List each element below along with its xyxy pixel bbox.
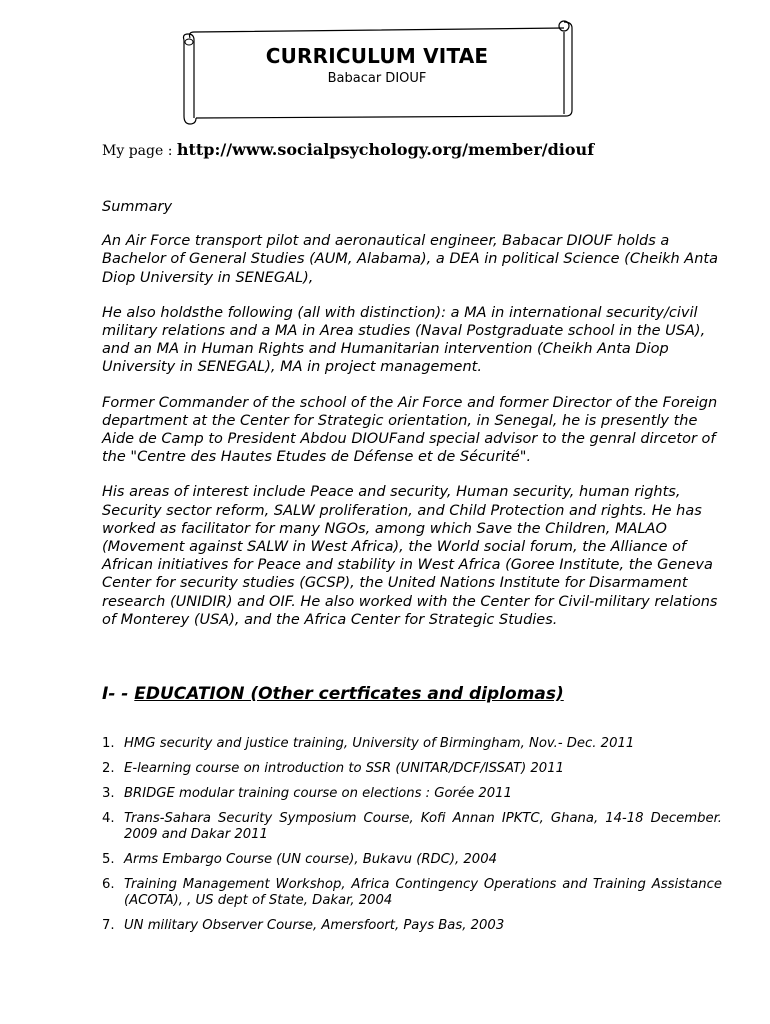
my-page-url: http://www.socialpsychology.org/member/diouf	[176, 140, 595, 159]
list-item-text: E-learning course on introduction to SSR (UNITAR/DCF/ISSAT) 2011	[124, 761, 564, 776]
education-heading-prefix: I- -	[102, 684, 135, 704]
cv-title: CURRICULUM VITAE	[265, 44, 489, 68]
list-item-number: 5.	[102, 852, 115, 867]
list-item-text: Training Management Workshop, Africa Contingency Operations and Training Assistance (ACOTA), , US dept of State, Dakar, 2004	[124, 877, 722, 908]
list-item-text: Trans-Sahara Security Symposium Course, Kofi Annan IPKTC, Ghana, 14-18 December. 2009 and Dakar 2011	[124, 811, 722, 842]
list-item	[102, 918, 722, 934]
list-item-number: 7.	[102, 918, 115, 933]
list-item-number: 4.	[102, 811, 115, 826]
list-item-number: 2.	[102, 761, 115, 776]
list-item-number: 6.	[102, 877, 115, 892]
list-item	[102, 761, 722, 777]
list-item-number: 3.	[102, 786, 115, 801]
summary-paragraph-2: He also holdsthe following (all with distinction): a MA in international security/civil military relations and a MA in Area studies (Naval Postgraduate school in the USA), and an MA in Human Rights and Humanitarian intervention (Cheikh Anta Diop University in SENEGAL), MA in project management.	[102, 304, 706, 376]
cv-person-name: Babacar DIOUF	[327, 71, 427, 86]
list-item-number: 1.	[102, 736, 115, 751]
education-heading	[102, 684, 564, 704]
my-page-line	[102, 140, 594, 159]
list-item	[102, 852, 722, 868]
list-item-text: HMG security and justice training, University of Birmingham, Nov.- Dec. 2011	[124, 736, 635, 751]
summary-paragraph-3: Former Commander of the school of the Air Force and former Director of the Foreign department at the Center for Strategic orientation, in Senegal, he is presently the Aide de Camp to President Abdou DIOUFand special advisor to the genral dircetor of the "Centre des Hautes Etudes de Défense et de Sécurité".	[102, 394, 718, 466]
list-item	[102, 786, 722, 802]
list-item	[102, 877, 722, 909]
summary-section	[102, 198, 722, 646]
list-item	[102, 811, 722, 843]
list-item-text: UN military Observer Course, Amersfoort, Pays Bas, 2003	[124, 918, 505, 933]
title-scroll-banner	[178, 18, 576, 130]
education-heading-title: EDUCATION (Other certficates and diplomas)	[134, 684, 564, 704]
list-item	[102, 736, 722, 752]
list-item-text: BRIDGE modular training course on elections : Gorée 2011	[124, 786, 512, 801]
list-item-text: Arms Embargo Course (UN course), Bukavu (RDC), 2004	[124, 852, 497, 867]
summary-paragraph-1: An Air Force transport pilot and aeronautical engineer, Babacar DIOUF holds a Bachelor of General Studies (AUM, Alabama), a DEA in political Science (Cheikh Anta Diop University in SENEGAL),	[102, 233, 718, 286]
my-page-label: My page :	[102, 143, 177, 159]
summary-paragraph-4: His areas of interest include Peace and security, Human security, human rights, Security sector reform, SALW proliferation, and Child Protection and rights. He has worked as facilitator for many NGOs, among which Save the Children, MALAO (Movement against SALW in West Africa), the World social forum, the Alliance of African initiatives for Peace and stability in West Africa (Goree Institute, the Geneva Center for security studies (GCSP), the United Nations Institute for Disarmament research (UNIDIR) and OIF. He also worked with the Center for Civil-military relations of Monterey (USA), and the Africa Center for Strategic Studies.	[102, 484, 718, 628]
education-list	[102, 736, 722, 943]
summary-title: Summary	[102, 199, 173, 215]
